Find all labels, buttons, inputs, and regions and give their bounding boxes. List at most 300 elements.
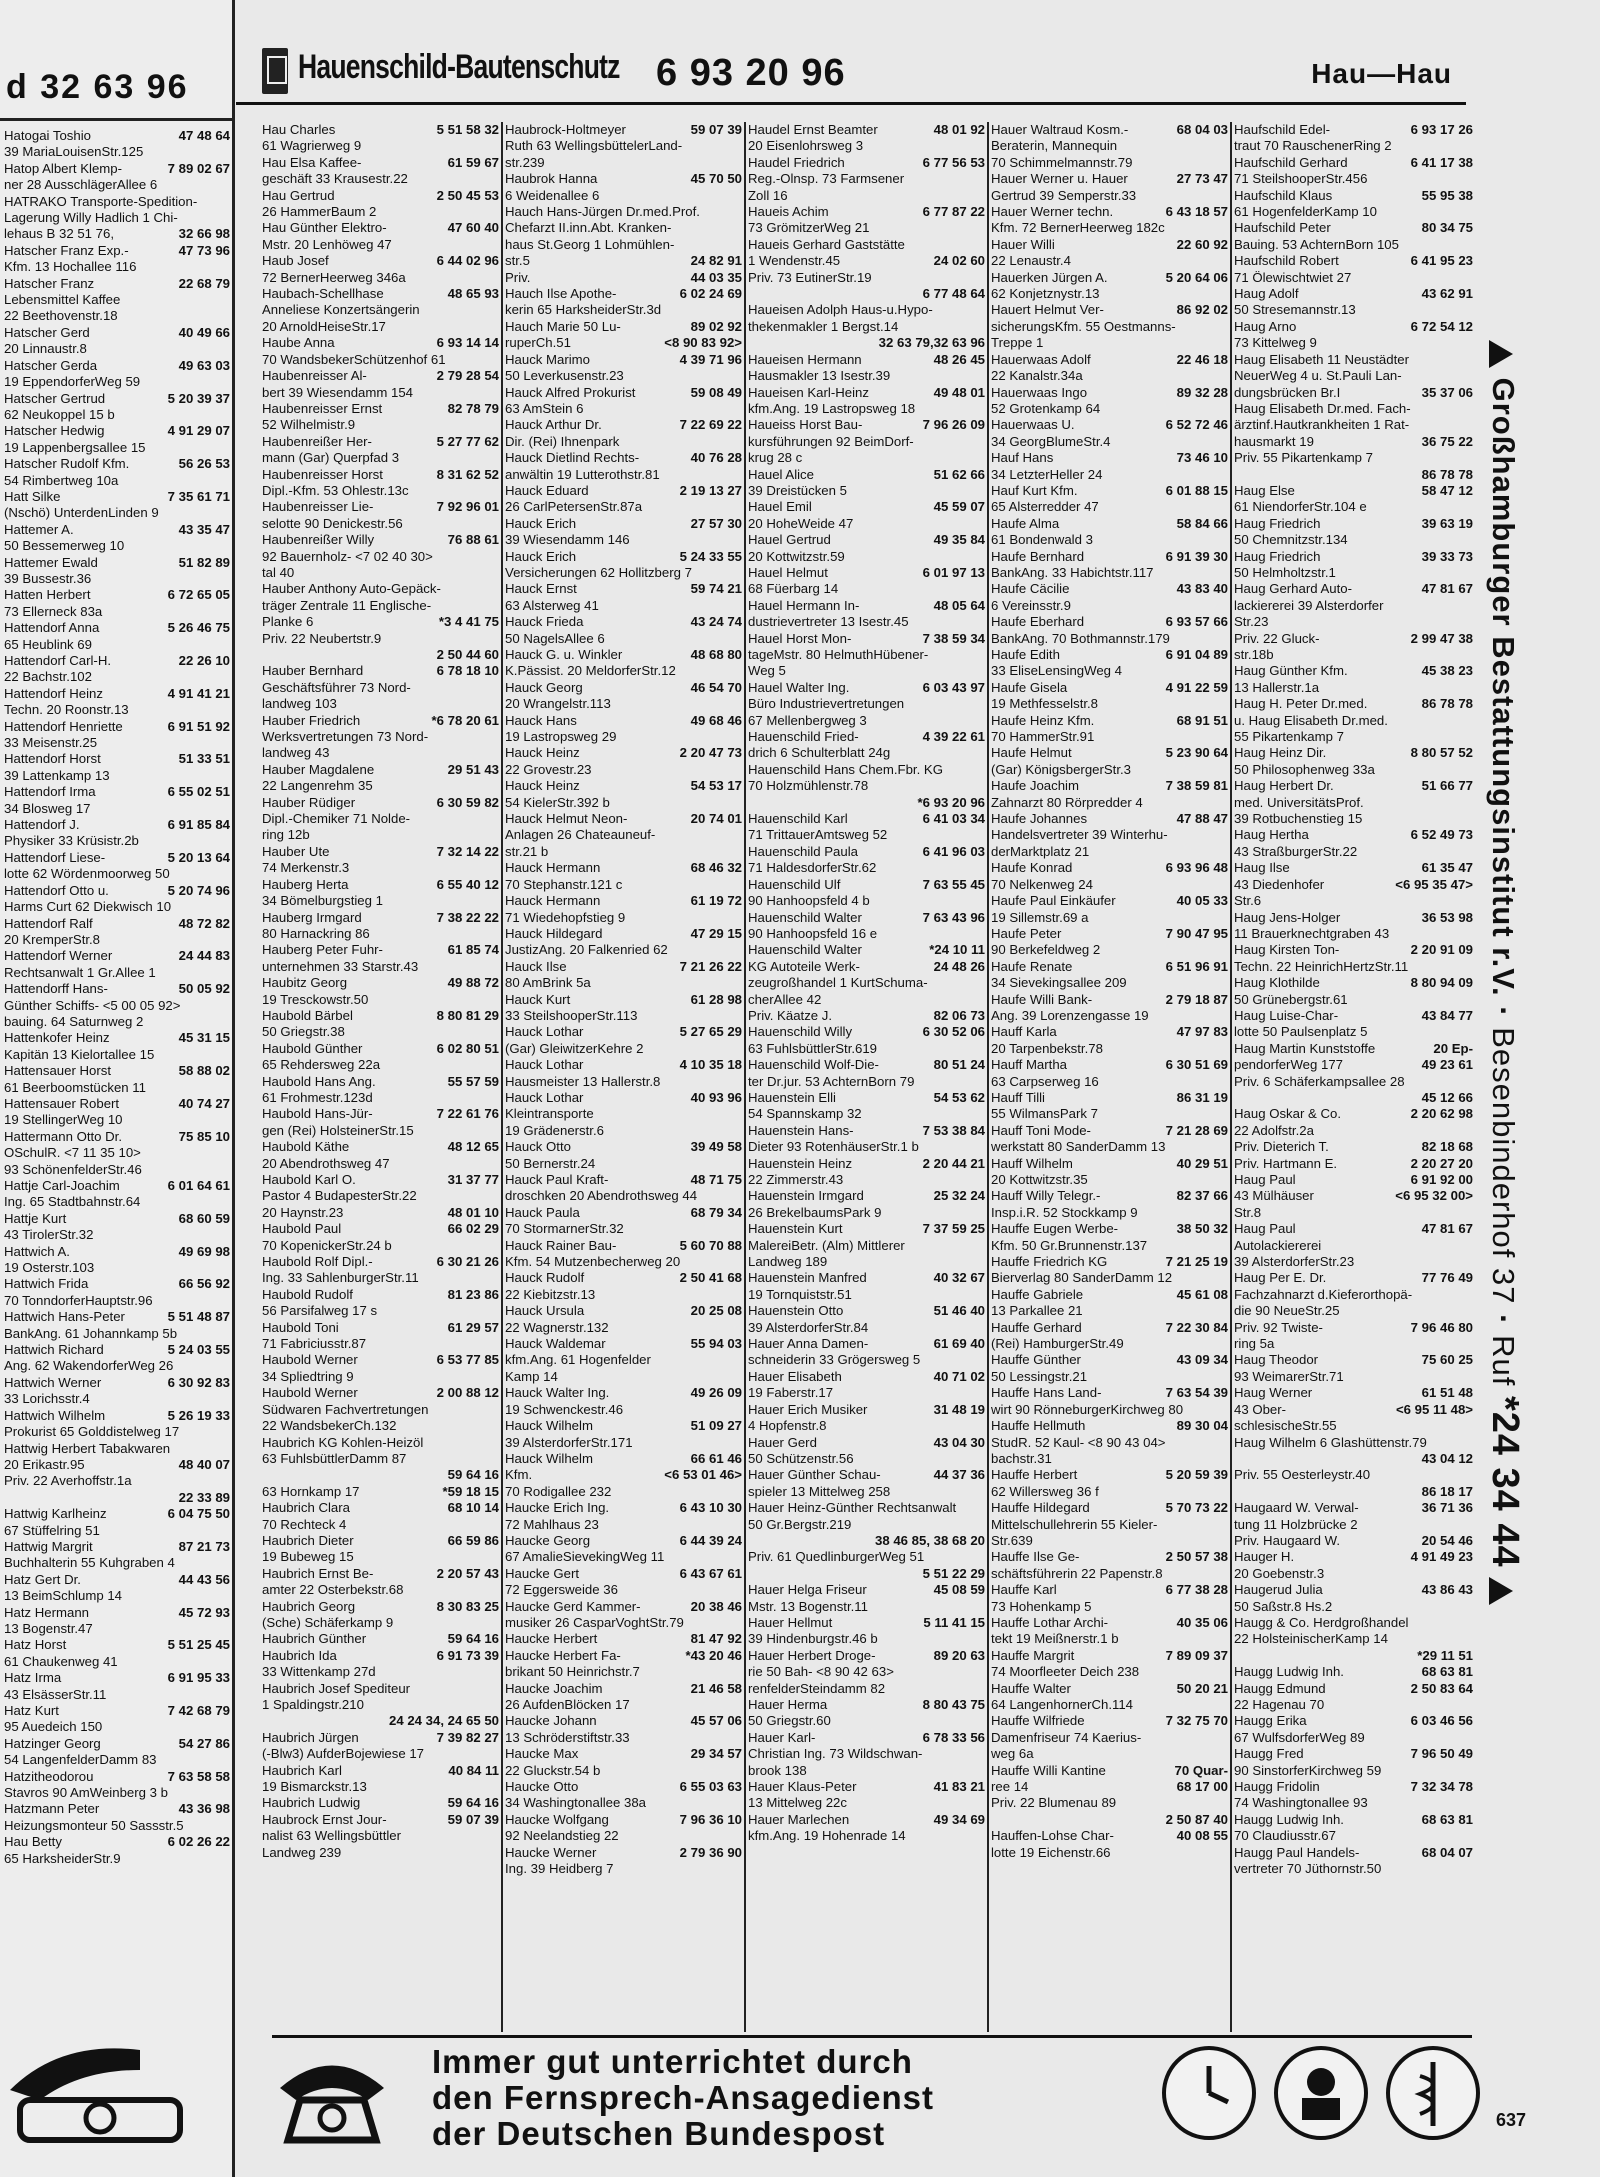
listing-entry (505, 942, 742, 958)
entry-phone-number (981, 188, 985, 204)
entry-phone-number (1469, 1828, 1473, 1844)
listing-entry (262, 335, 499, 351)
entry-text: Landweg 239 (262, 1844, 342, 1860)
entry-text: Hauf Kurt Kfm. (991, 482, 1078, 498)
entry-text: Insp.i.R. 52 Stockkamp 9 (991, 1204, 1138, 1220)
entry-text: Haube Anna (262, 335, 335, 351)
previous-page-edge (0, 0, 235, 2177)
entry-phone-number (1224, 1172, 1228, 1188)
entry-phone-number (1469, 1369, 1473, 1385)
listing-entry (1234, 1861, 1473, 1877)
listing-entry (1234, 516, 1473, 532)
entry-phone-number: 43 35 47 (178, 521, 230, 537)
entry-phone-number: 46 54 70 (690, 679, 742, 695)
listing-entry (1234, 680, 1473, 696)
entry-text: 33 Meisenstr.25 (4, 735, 98, 751)
listing-entry (748, 827, 985, 843)
entry-text: 19 Bismarckstr.13 (262, 1779, 367, 1795)
entry-phone-number: 86 78 78 (1421, 466, 1473, 482)
entry-phone-number: 7 32 75 70 (1165, 1713, 1228, 1729)
listing-entry (4, 1851, 230, 1867)
telephone-icon (272, 2048, 392, 2148)
listing-entry (991, 1336, 1228, 1352)
entry-phone-number (495, 352, 499, 368)
listing-entry (991, 1517, 1228, 1533)
listing-entry (505, 1074, 742, 1090)
listing-entry (262, 138, 499, 154)
entry-phone-number (1224, 762, 1228, 778)
entry-phone-number (1469, 1795, 1473, 1811)
entry-phone-number (226, 965, 230, 981)
entry-text: Hauber Anthony Auto-Gepäck- (262, 581, 441, 597)
entry-phone-number: 7 35 61 71 (167, 488, 230, 504)
entry-phone-number (738, 565, 742, 581)
entry-phone-number (1224, 598, 1228, 614)
listing-entry (991, 1369, 1228, 1385)
entry-phone-number: 7 38 59 81 (1165, 778, 1228, 794)
entry-phone-number: 44 43 56 (178, 1571, 230, 1587)
entry-phone-number: 5 11 41 15 (923, 1614, 985, 1630)
listing-entry (1234, 1057, 1473, 1073)
entry-phone-number (1224, 220, 1228, 236)
listing-entry (505, 1549, 742, 1565)
entry-phone-number (1224, 1795, 1228, 1811)
entry-text: 72 Eggersweide 36 (505, 1582, 618, 1598)
listing-entry (1234, 1763, 1473, 1779)
entry-phone-number: *24 10 11 (929, 942, 985, 958)
listing-entry (262, 1303, 499, 1319)
entry-phone-number (1224, 1074, 1228, 1090)
entry-phone-number: 6 55 02 51 (167, 784, 230, 800)
entry-text: Hattendorf Heinz (4, 685, 103, 701)
listing-entry (748, 647, 985, 663)
entry-phone-number: 6 91 51 92 (167, 718, 230, 734)
entry-phone-number (981, 368, 985, 384)
entry-phone-number: 49 69 98 (178, 1243, 230, 1259)
listing-entry (748, 1024, 985, 1040)
entry-phone-number (495, 450, 499, 466)
entry-phone-number: 59 64 16 (447, 1631, 499, 1647)
entry-phone-number: 80 51 24 (933, 1057, 985, 1073)
entry-text: 22 WandsbekerCh.132 (262, 1418, 397, 1434)
listing-entry (1234, 1074, 1473, 1090)
entry-text: 80 Harnackring 86 (262, 925, 370, 941)
listing-entry (262, 844, 499, 860)
entry-text: StudR. 52 Kaul- <8 90 43 04> (991, 1434, 1166, 1450)
listing-entry (748, 959, 985, 975)
entry-phone-number (226, 1358, 230, 1374)
entry-phone-number (1469, 1024, 1473, 1040)
entry-text: Dir. (Rei) Ihnenpark (505, 433, 620, 449)
entry-phone-number: 5 20 59 39 (1165, 1467, 1228, 1483)
entry-text: Haubenreisser Horst (262, 466, 383, 482)
entry-phone-number: 48 65 93 (447, 286, 499, 302)
entry-phone-number: 6 78 33 56 (922, 1729, 985, 1745)
entry-text: Hau Elsa Kaffee- (262, 154, 362, 170)
entry-text: die 90 NeueStr.25 (1234, 1303, 1340, 1319)
listing-entry (991, 1270, 1228, 1286)
listing-entry (262, 1484, 499, 1500)
entry-text: Hauch Ilse Apothe- (505, 286, 617, 302)
entry-phone-number: 54 53 62 (933, 1089, 985, 1105)
listing-entry (4, 341, 230, 357)
listing-entry (4, 1736, 230, 1752)
entry-phone-number (226, 801, 230, 817)
entry-phone-number (1469, 1254, 1473, 1270)
listing-entry (4, 784, 230, 800)
listing-entry (505, 1582, 742, 1598)
entry-phone-number: 82 37 66 (1176, 1188, 1228, 1204)
entry-text: 19 Methfesselstr.8 (991, 696, 1099, 712)
entry-text: 71 Fabriciusstr.87 (262, 1336, 367, 1352)
listing-entry (4, 1129, 230, 1145)
entry-phone-number (981, 1795, 985, 1811)
entry-text: schneiderin 33 Grögersweg 5 (748, 1352, 921, 1368)
entry-phone-number: 49 23 61 (1421, 1057, 1473, 1073)
listing-entry (505, 1041, 742, 1057)
listing-entry (262, 352, 499, 368)
entry-text: Hausmeister 13 Hallerstr.8 (505, 1073, 661, 1089)
entry-phone-number: *6 93 20 96 (917, 794, 985, 810)
entry-text: Hauffe Gerhard (991, 1319, 1082, 1335)
entry-phone-number: 86 92 02 (1176, 302, 1228, 318)
listing-entry (262, 1599, 499, 1615)
entry-phone-number (226, 1162, 230, 1178)
listing-entry (748, 762, 985, 778)
listing-entry (991, 171, 1228, 187)
entry-text: 1 Spaldingstr.210 (262, 1697, 364, 1712)
listing-column-2 (503, 122, 746, 2032)
listing-entry (991, 1631, 1228, 1647)
entry-phone-number (226, 1719, 230, 1735)
listing-entry (748, 1484, 985, 1500)
listing-entry (1234, 1156, 1473, 1172)
entry-phone-number: 4 91 49 23 (1410, 1549, 1473, 1565)
listing-entry (991, 1549, 1228, 1565)
entry-phone-number: 58 47 12 (1421, 482, 1473, 498)
listing-entry (262, 1845, 499, 1861)
listing-entry (262, 942, 499, 958)
listing-entry (262, 549, 499, 565)
entry-phone-number: 40 29 51 (1176, 1155, 1228, 1171)
listing-entry (505, 417, 742, 433)
listing-entry (748, 1188, 985, 1204)
entry-text: Haufschild Klaus (1234, 187, 1333, 203)
listing-entry (1234, 1435, 1473, 1451)
entry-text: Haucke Max (505, 1746, 579, 1762)
listing-entry (991, 565, 1228, 581)
listing-entry (505, 1615, 742, 1631)
entry-phone-number: 6 91 39 30 (1165, 548, 1228, 564)
entry-text: Hattenkofer Heinz (4, 1030, 110, 1046)
listing-entry (505, 860, 742, 876)
listing-entry (991, 1566, 1228, 1582)
entry-text: Hauffe Hildegard (991, 1500, 1090, 1516)
listing-entry (262, 1730, 499, 1746)
entry-text: werkstatt 80 SanderDamm 13 (991, 1139, 1166, 1155)
entry-phone-number: 7 53 38 84 (922, 1122, 985, 1138)
listing-entry (991, 1352, 1228, 1368)
listing-entry (748, 1812, 985, 1828)
entry-text: 70 HammerStr.91 (991, 729, 1095, 745)
entry-phone-number: 24 02 60 (933, 253, 985, 269)
entry-text: 39 MariaLouisenStr.125 (4, 144, 144, 160)
entry-phone-number: 24 44 83 (178, 948, 230, 964)
listing-entry (505, 565, 742, 581)
entry-phone-number (738, 188, 742, 204)
listing-entry (1234, 1369, 1473, 1385)
listing-entry (4, 1408, 230, 1424)
entry-text: 70 Holzmühlenstr.78 (748, 778, 869, 794)
entry-phone-number (1224, 467, 1228, 483)
entry-phone-number (1469, 713, 1473, 729)
listing-entry (1234, 352, 1473, 368)
entry-text: Haugg Paul Handels- (1234, 1844, 1360, 1860)
entry-phone-number: *3 4 41 75 (438, 614, 499, 630)
listing-entry (4, 1555, 230, 1571)
entry-text: Hauberg Peter Fuhr- (262, 942, 383, 958)
entry-phone-number (226, 1145, 230, 1161)
entry-text: 34 Washingtonallee 38a (505, 1795, 647, 1811)
listing-entry (1234, 1648, 1473, 1664)
listing-entry (262, 1139, 499, 1155)
side-advertisement (1476, 340, 1536, 1880)
entry-phone-number: 45 38 23 (1421, 663, 1473, 679)
entry-text: Haug Klothilde (1234, 975, 1320, 991)
entry-text: Hattwig Karlheinz (4, 1506, 107, 1522)
entry-text: 61 Wagrierweg 9 (262, 138, 362, 154)
listing-entry (1234, 204, 1473, 220)
entry-phone-number (1224, 827, 1228, 843)
entry-text: Hauch Hans-Jürgen Dr.med.Prof. (505, 204, 700, 220)
listing-entry (505, 1090, 742, 1106)
side-ad-text: Großhamburger Bestattungsinstitut r.V. · Besenbinderhof 37 · Ruf *24 34 44 (1483, 340, 1526, 1605)
listing-entry (991, 499, 1228, 515)
listing-entry (505, 1336, 742, 1352)
entry-phone-number: 80 34 75 (1421, 220, 1473, 236)
entry-phone-number: 20 25 08 (690, 1303, 742, 1319)
listing-columns (260, 122, 1476, 2032)
entry-phone-number (1469, 138, 1473, 154)
entry-phone-number: 7 96 46 80 (1410, 1319, 1473, 1335)
entry-phone-number: 6 04 75 50 (167, 1506, 230, 1522)
listing-entry (748, 581, 985, 597)
entry-text: Haubold Bärbel (262, 1007, 353, 1023)
listing-entry (262, 663, 499, 679)
listing-entry (991, 1418, 1228, 1434)
entry-phone-number: 6 30 52 06 (922, 1024, 985, 1040)
entry-phone-number (738, 827, 742, 843)
entry-text: 34 Bömelburgstieg 1 (262, 893, 383, 909)
entry-phone-number: 6 01 64 61 (167, 1178, 230, 1193)
listing-entry (991, 581, 1228, 597)
listing-entry (505, 220, 742, 236)
entry-phone-number (981, 745, 985, 761)
listing-entry (505, 1418, 742, 1434)
listing-entry (505, 1484, 742, 1500)
entry-text: Hauck Lothar (505, 1024, 584, 1040)
entry-phone-number: 48 72 82 (178, 915, 230, 931)
entry-text: Büro Industrievertretungen (748, 696, 905, 712)
listing-entry (262, 926, 499, 942)
listing-entry (1234, 1172, 1473, 1188)
entry-text: 70 WandsbekerSchützenhof 61 (262, 351, 446, 367)
listing-entry (262, 1615, 499, 1631)
listing-entry (4, 522, 230, 538)
entry-text: Hauck Lothar (505, 1089, 584, 1105)
listing-entry (505, 1730, 742, 1746)
entry-phone-number (1469, 1287, 1473, 1303)
entry-text: 26 CarlPetersenStr.87a (505, 499, 643, 515)
entry-text: Hauel Helmut (748, 564, 828, 580)
listing-entry (748, 302, 985, 318)
listing-entry (748, 1139, 985, 1155)
entry-phone-number (981, 1484, 985, 1500)
entry-text: 67 AmalieSievekingWeg 11 (505, 1549, 665, 1565)
entry-phone-number (226, 1785, 230, 1801)
entry-text: Haucke Otto (505, 1779, 579, 1795)
entry-text: 61 Bondenwald 3 (991, 532, 1093, 548)
listing-entry (262, 302, 499, 318)
entry-phone-number (495, 270, 499, 286)
entry-phone-number (495, 598, 499, 614)
entry-text: Hauer Werner u. Hauer (991, 171, 1128, 187)
listing-entry (262, 1287, 499, 1303)
entry-text: kfm.Ang. 19 Hohenrade 14 (748, 1828, 906, 1844)
entry-phone-number: 5 51 48 87 (167, 1309, 230, 1325)
entry-text: 70 KopenickerStr.24 b (262, 1237, 392, 1253)
entry-phone-number (981, 581, 985, 597)
entry-text: Haubenreisser Al- (262, 368, 367, 384)
entry-phone-number (981, 1746, 985, 1762)
listing-entry (505, 598, 742, 614)
entry-text: Fachzahnarzt d.Kieferorthopä- (1234, 1286, 1413, 1302)
entry-text: Hauffe Margrit (991, 1647, 1075, 1663)
listing-entry (4, 686, 230, 702)
listing-entry (262, 1549, 499, 1565)
listing-entry (505, 1631, 742, 1647)
entry-text: 6 Vereinsstr.9 (991, 597, 1071, 613)
entry-phone-number: 45 72 93 (178, 1604, 230, 1620)
listing-entry (4, 226, 230, 242)
listing-entry (4, 1194, 230, 1210)
entry-text: musiker 26 CasparVoghtStr.79 (505, 1614, 684, 1630)
entry-phone-number: 6 93 14 14 (436, 335, 499, 351)
listing-entry (505, 614, 742, 630)
listing-entry (4, 1473, 230, 1489)
entry-phone-number: 66 59 86 (447, 1532, 499, 1548)
entry-phone-number: 40 76 28 (690, 450, 742, 466)
entry-phone-number: 43 84 77 (1421, 1007, 1473, 1023)
listing-entry (262, 877, 499, 893)
entry-phone-number: 7 42 68 79 (167, 1703, 230, 1718)
entry-text: Haug Wilhelm 6 Glashüttenstr.79 (1234, 1434, 1427, 1450)
entry-text: 39 Hindenburgstr.46 b (748, 1631, 878, 1647)
listing-entry (748, 1828, 985, 1844)
entry-text: 74 Merkenstr.3 (262, 860, 350, 876)
entry-text: Priv. 22 Blumenau 89 (991, 1795, 1117, 1811)
listing-entry (4, 1112, 230, 1128)
entry-text: 19 Osterstr.103 (4, 1260, 95, 1276)
listing-entry (748, 1631, 985, 1647)
entry-phone-number: 6 01 97 13 (922, 564, 985, 580)
listing-entry (505, 1352, 742, 1368)
listing-entry (505, 401, 742, 417)
entry-phone-number (981, 614, 985, 630)
entry-text: 19 Tornquiststr.51 (748, 1286, 852, 1302)
entry-phone-number (495, 1681, 499, 1697)
entry-phone-number: 43 24 74 (690, 614, 742, 630)
entry-phone-number (1469, 532, 1473, 548)
entry-text: Hauffe Willi Kantine (991, 1762, 1106, 1778)
entry-text: 22 Bachstr.102 (4, 669, 92, 685)
entry-phone-number (738, 696, 742, 712)
entry-text: 22 Zimmerstr.43 (748, 1172, 844, 1187)
entry-phone-number (738, 204, 742, 220)
entry-text: Haugg Ludwig Inh. (1234, 1811, 1344, 1827)
entry-phone-number (1224, 1369, 1228, 1385)
entry-phone-number: 6 41 03 34 (922, 811, 985, 827)
entry-phone-number (1224, 1435, 1228, 1451)
entry-text: 6 Weidenallee 6 (505, 187, 600, 203)
entry-phone-number (1224, 565, 1228, 581)
listing-entry (505, 302, 742, 318)
listing-entry (262, 1369, 499, 1385)
entry-phone-number: 22 33 89 (178, 1489, 230, 1505)
entry-phone-number: 2 50 44 60 (436, 647, 499, 662)
listing-entry (748, 1156, 985, 1172)
entry-phone-number (981, 1106, 985, 1122)
listing-entry (505, 1451, 742, 1467)
entry-phone-number (226, 1293, 230, 1309)
listing-entry (748, 992, 985, 1008)
entry-text: Hauff Tilli (991, 1089, 1045, 1105)
entry-phone-number (981, 1451, 985, 1467)
listing-entry (991, 253, 1228, 269)
entry-text: Hauck Ursula (505, 1303, 585, 1319)
entry-text: Haubrich Karl (262, 1762, 342, 1778)
side-ad-phone-label: Ruf (1486, 1335, 1521, 1387)
entry-phone-number (1469, 270, 1473, 286)
entry-text: Haucke Erich Ing. (505, 1500, 610, 1516)
listing-entry (1234, 1238, 1473, 1254)
entry-phone-number: 6 91 85 84 (167, 817, 230, 833)
entry-text: 13 Parkallee 21 (991, 1303, 1083, 1319)
entry-phone-number: 49 68 46 (690, 712, 742, 728)
listing-entry (262, 1566, 499, 1582)
listing-entry (262, 778, 499, 794)
entry-text: ruperCh.51 (505, 335, 571, 351)
entry-text: 90 SinstorferKirchweg 59 (1234, 1762, 1382, 1778)
listing-entry (991, 385, 1228, 401)
entry-phone-number (1469, 1205, 1473, 1221)
entry-phone-number (495, 516, 499, 532)
listing-entry (262, 598, 499, 614)
listing-entry (1234, 401, 1473, 417)
listing-entry (4, 1342, 230, 1358)
listing-entry (262, 417, 499, 433)
listing-entry (505, 450, 742, 466)
entry-text: Hauel Walter Ing. (748, 679, 850, 695)
listing-entry (4, 751, 230, 767)
entry-phone-number (1224, 499, 1228, 515)
entry-phone-number (1469, 450, 1473, 466)
entry-phone-number (738, 1484, 742, 1500)
listing-entry (1234, 827, 1473, 843)
entry-text: kfm.Ang. 19 Lastropsweg 18 (748, 400, 916, 416)
entry-text: Hauffe Günther (991, 1352, 1081, 1368)
listing-entry (262, 959, 499, 975)
